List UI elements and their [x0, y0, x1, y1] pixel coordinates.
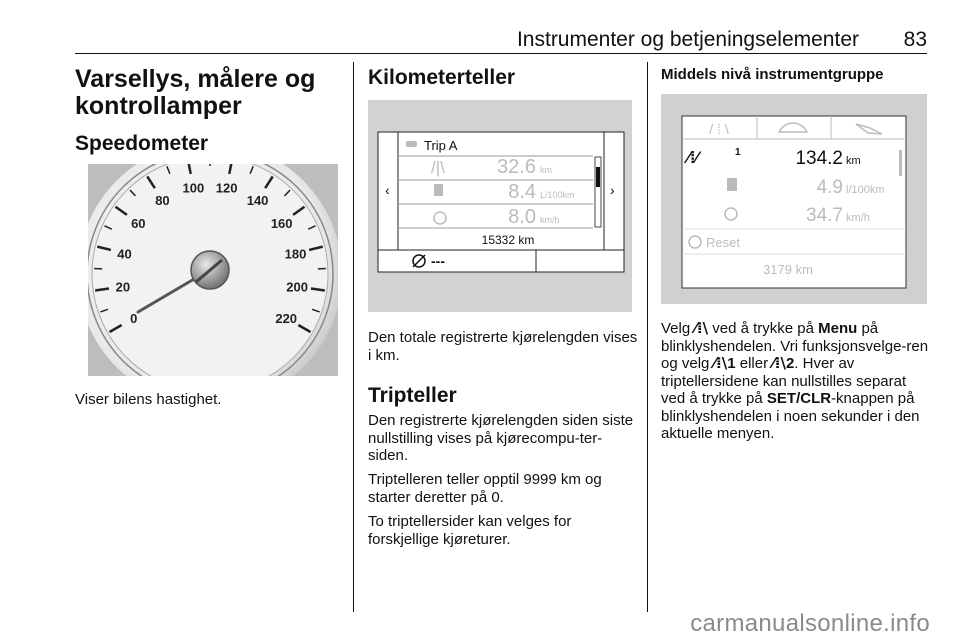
odometer-heading: Kilometerteller: [368, 66, 516, 89]
speed-value: 34.7: [806, 205, 843, 226]
trip-title: Trip A: [424, 138, 458, 153]
column-divider-1: [353, 62, 354, 612]
speedometer-label: 20: [115, 279, 131, 295]
column-divider-2: [647, 62, 648, 612]
trip-tab-icon: / ⁞ \: [709, 121, 729, 137]
watermark: carmanualsonline.info: [690, 610, 930, 637]
trip-1-inline-icon: ⁄⁞\: [713, 354, 728, 372]
average-speed-unit: km/h: [540, 215, 560, 225]
trip-meter-para-3: To triptellersider kan velges for forskjellige kjøreturer.: [368, 513, 572, 548]
trip-1-superscript: 1: [735, 147, 741, 158]
page-number: 83: [903, 28, 927, 51]
speedometer-label: 180: [284, 246, 307, 262]
fuel-consumption-unit: L/100km: [540, 190, 575, 200]
trip-1-value: 134.2: [795, 148, 843, 169]
speedometer-image: [88, 164, 338, 376]
trip-1-unit: km: [846, 155, 861, 167]
speedometer-heading: Speedometer: [75, 132, 209, 155]
car-icon: [406, 141, 417, 147]
speedometer-label: 100: [182, 180, 205, 196]
speedometer-label: 220: [275, 311, 298, 326]
header-rule: [75, 53, 927, 54]
trip-distance-icon: /|\: [431, 158, 445, 177]
section-heading: Varsellys, målere og kontrollamper: [75, 65, 316, 120]
trip-meter-heading: Tripteller: [368, 384, 457, 407]
trip-meter-para-2: Triptelleren teller opptil 9999 km og starter deretter på 0.: [368, 471, 602, 506]
fuel-icon: [727, 178, 737, 191]
header-title: Instrumenter og betjeningselementer: [516, 28, 859, 51]
mid-level-description: Velg ⁄⁞\ ved å trykke på Menu på blinklyshendelen. Vri funksjonsvelge-ren og velg ⁄⁞\1 eller ⁄⁞\2. Hver av triptellersidene kan nullstilles separat ved å trykke på SET/CLR-knappen på blinklyshendelen i noen sekunder i den aktuelle menyen.: [661, 319, 929, 442]
trip-distance-unit: km: [540, 165, 552, 175]
trip-1-icon: ⁄⁞⁄: [687, 148, 699, 167]
fuel-consumption-value: 8.4: [508, 181, 536, 203]
odometer-value: 15332 km: [481, 233, 535, 247]
mid-odometer-value: 3179 km: [763, 262, 813, 277]
trip-display-image: [368, 100, 632, 312]
speedometer-label: 80: [155, 192, 170, 208]
trip-distance-value: 32.6: [497, 156, 536, 178]
speedometer-label: 120: [215, 180, 238, 196]
next-arrow-icon: ›: [610, 182, 615, 198]
fuel-value: 4.9: [816, 177, 843, 198]
reset-label: Reset: [706, 235, 740, 250]
trip-meter-para-1: Den registrerte kjørelengden siden siste nullstilling vises på kjørecompu-ter-siden.: [368, 412, 634, 464]
speed-limiter-value: ---: [431, 253, 445, 269]
trip-2-inline-icon: ⁄⁞\: [772, 354, 786, 372]
speedometer-label: 60: [131, 215, 146, 231]
speedometer-caption: Viser bilens hastighet.: [75, 391, 222, 408]
average-speed-value: 8.0: [508, 206, 536, 228]
page-header: [75, 26, 927, 52]
speedometer-label: 160: [270, 215, 293, 231]
mid-level-heading: Middels nivå instrumentgruppe: [661, 66, 884, 83]
odometer-description: Den totale registrerte kjørelengden vises i km.: [368, 329, 638, 364]
speedometer-label: 200: [286, 279, 308, 295]
mid-level-display-image: [661, 94, 927, 304]
speedometer-label: 0: [130, 311, 138, 326]
prev-arrow-icon: ‹: [385, 182, 390, 198]
speed-unit: km/h: [846, 212, 870, 224]
trip-icon: ⁄⁞\: [694, 319, 709, 337]
fuel-consumption-icon: [434, 184, 443, 196]
scrollbar-thumb: [596, 167, 600, 187]
speedometer-label: 40: [117, 246, 132, 262]
speedometer-label: 140: [246, 192, 269, 208]
fuel-unit: l/100km: [846, 184, 885, 196]
